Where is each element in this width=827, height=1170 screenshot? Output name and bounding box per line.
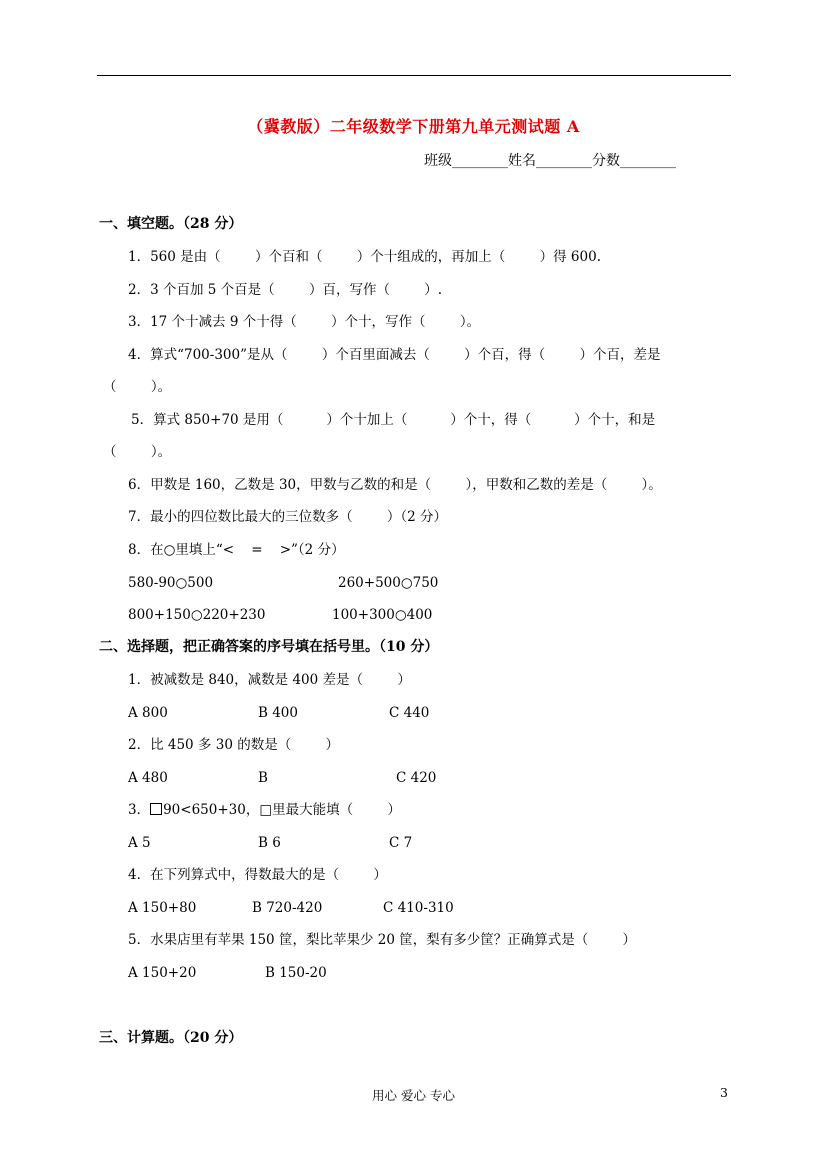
fill-question-4-line2: （ ）。 [103,379,172,395]
header-rule [97,75,731,76]
section-fill-heading: 一、填空题。（28 分） [99,216,243,232]
choice-4-option-c: C 410-310 [383,900,454,916]
fill-question-5-line2: （ ）。 [103,444,172,460]
fill-question-7: 7．最小的四位数比最大的三位数多（ ）（2 分） [128,509,448,525]
choice-2-option-b: B [258,770,268,786]
fill-question-3: 3．17 个十减去 9 个十得（ ）个十，写作（ ）。 [128,314,481,330]
choice-3-option-c: C 7 [389,835,413,851]
footer-motto: 用心 爱心 专心 [372,1088,455,1103]
choice-1-option-c: C 440 [389,705,430,721]
choice-3-option-a: A 5 [128,835,151,851]
choice-1-option-b: B 400 [258,705,298,721]
student-info-line: 班级________姓名________分数________ [424,153,676,169]
compare-item-4: 100+300○400 [332,607,433,623]
choice-5-option-b: B 150-20 [265,965,327,981]
choice-question-3 [128,802,401,818]
choice-question-5: 5．水果店里有苹果 150 筐，梨比苹果少 20 筐，梨有多少筐？正确算式是（ ） [128,932,637,948]
fill-question-4-line1: 4．算式“700-300”是从（ ）个百里面减去（ ）个百，得（ ）个百，差是 [128,347,661,363]
choice-question-2: 2．比 450 多 30 的数是（ ） [128,737,340,753]
choice-3-text: 90<650+30，□里最大能填（ ） [163,802,401,818]
choice-5-option-a: A 150+20 [128,965,197,981]
fill-question-5-line1: 5．算式 850+70 是用（ ）个十加上（ ）个十，得（ ）个十，和是 [131,412,656,428]
fill-question-6: 6．甲数是 160，乙数是 30，甲数与乙数的和是（ ），甲数和乙数的差是（ ）。 [128,477,662,493]
fill-question-2: 2．3 个百加 5 个百是（ ）百，写作（ ）. [128,282,443,298]
compare-item-2: 260+500○750 [338,575,439,591]
choice-4-option-b: B 720-420 [252,900,323,916]
blank-square-icon [150,803,162,815]
section-calc-heading: 三、计算题。（20 分） [99,1030,243,1046]
page-number: 3 [720,1085,728,1100]
fill-question-8: 8．在○里填上“< = >”（2 分） [128,542,345,558]
choice-3-number: 3． [128,802,151,818]
page-title: （冀教版）二年级数学下册第九单元测试题 A [247,117,580,136]
choice-2-option-a: A 480 [128,770,168,786]
choice-question-4: 4．在下列算式中，得数最大的是（ ） [128,867,387,883]
compare-item-1: 580-90○500 [128,575,214,591]
choice-1-option-a: A 800 [128,705,168,721]
choice-3-option-b: B 6 [258,835,281,851]
choice-2-option-c: C 420 [396,770,437,786]
choice-4-option-a: A 150+80 [128,900,197,916]
compare-item-3: 800+150○220+230 [128,607,266,623]
choice-question-1: 1．被减数是 840，减数是 400 差是（ ） [128,672,411,688]
section-choice-heading: 二、选择题，把正确答案的序号填在括号里。（10 分） [99,639,439,655]
fill-question-1: 1．560 是由（ ）个百和（ ）个十组成的，再加上（ ）得 600. [128,249,601,265]
